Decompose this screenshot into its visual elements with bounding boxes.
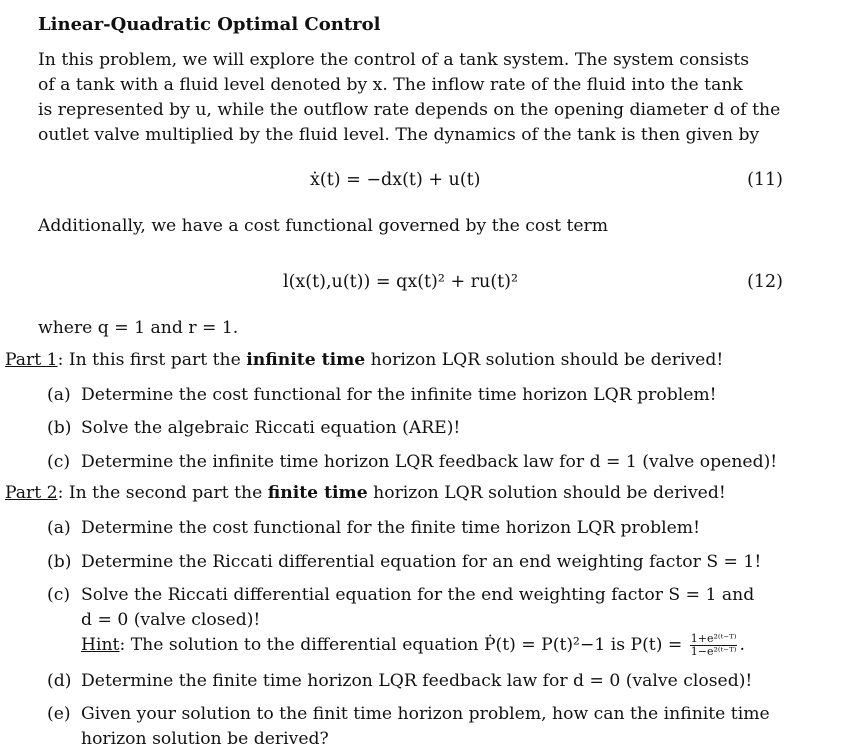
- hint-denominator: 1−e²⁽ᵗ⁻ᵀ⁾: [690, 645, 737, 658]
- part1-heading-bold: infinite time: [246, 350, 366, 370]
- part2-label: Part 2: [5, 483, 58, 503]
- cost-intro-text: Additionally, we have a cost functional governed by the cost term: [38, 216, 609, 236]
- hint-label: Hint: [81, 635, 120, 655]
- hint-text: : The solution to the differential equation Ṗ(t) = P(t)²−1 is P(t) =: [119, 635, 688, 655]
- item-text: Solve the algebraic Riccati equation (ARE)!: [81, 418, 461, 438]
- item-marker: (c): [47, 585, 71, 605]
- item-text-line: Given your solution to the finit time horizon problem, how can the infinite time: [81, 704, 770, 724]
- hint-line: [81, 633, 783, 658]
- item-marker: (a): [47, 385, 71, 405]
- item-text-block: [81, 702, 783, 752]
- item-text-line: horizon solution be derived?: [81, 729, 329, 749]
- item-text-block: [81, 583, 783, 658]
- equation-12-formula: l(x(t),u(t)) = qx(t)² + ru(t)²: [283, 272, 519, 292]
- where-text: where q = 1 and r = 1.: [38, 318, 239, 338]
- hint-numerator: 1+e²⁽ᵗ⁻ᵀ⁾: [690, 632, 737, 645]
- intro-line: outlet valve multiplied by the fluid level. The dynamics of the tank is then given by: [38, 125, 760, 145]
- part1-label: Part 1: [5, 350, 58, 370]
- item-marker: (e): [47, 704, 71, 724]
- part1-heading-post: horizon LQR solution should be derived!: [365, 350, 724, 370]
- intro-line: In this problem, we will explore the control of a tank system. The system consists: [38, 50, 750, 70]
- part2-heading-bold: finite time: [267, 483, 368, 503]
- part2-heading-pre: : In the second part the: [57, 483, 268, 503]
- item-marker: (b): [47, 418, 72, 438]
- intro-line: of a tank with a fluid level denoted by x. The inflow rate of the fluid into the tank: [38, 75, 743, 95]
- equation-11-formula: ẋ(t) = −dx(t) + u(t): [310, 170, 481, 190]
- item-marker: (b): [47, 552, 72, 572]
- part2-heading: [5, 483, 726, 503]
- item-text: Determine the finite time horizon LQR feedback law for d = 0 (valve closed)!: [81, 671, 753, 691]
- item-text: Determine the Riccati differential equation for an end weighting factor S = 1!: [81, 552, 762, 572]
- equation-11: [38, 170, 783, 196]
- item-marker: (a): [47, 518, 71, 538]
- part2-heading-post: horizon LQR solution should be derived!: [367, 483, 726, 503]
- item-text: Determine the infinite time horizon LQR feedback law for d = 1 (valve opened)!: [81, 452, 778, 472]
- item-text-line: Solve the Riccati differential equation for the end weighting factor S = 1 and: [81, 585, 755, 605]
- item-text-line: d = 0 (valve closed)!: [81, 610, 261, 630]
- item-text: Determine the cost functional for the finite time horizon LQR problem!: [81, 518, 701, 538]
- part1-heading-pre: : In this first part the: [57, 350, 247, 370]
- item-text: Determine the cost functional for the infinite time horizon LQR problem!: [81, 385, 717, 405]
- equation-11-number: (11): [747, 170, 783, 190]
- hint-end: .: [739, 635, 745, 655]
- section-title: Linear-Quadratic Optimal Control: [38, 14, 381, 35]
- equation-12: [38, 272, 783, 298]
- item-marker: (d): [47, 671, 72, 691]
- intro-paragraph: [38, 48, 783, 148]
- part1-heading: [5, 350, 723, 370]
- item-marker: (c): [47, 452, 71, 472]
- where-line: [38, 316, 783, 341]
- cost-intro: [38, 214, 783, 239]
- equation-12-number: (12): [747, 272, 783, 292]
- hint-fraction: [690, 633, 738, 658]
- intro-line: is represented by u, while the outflow rate depends on the opening diameter d of the: [38, 100, 781, 120]
